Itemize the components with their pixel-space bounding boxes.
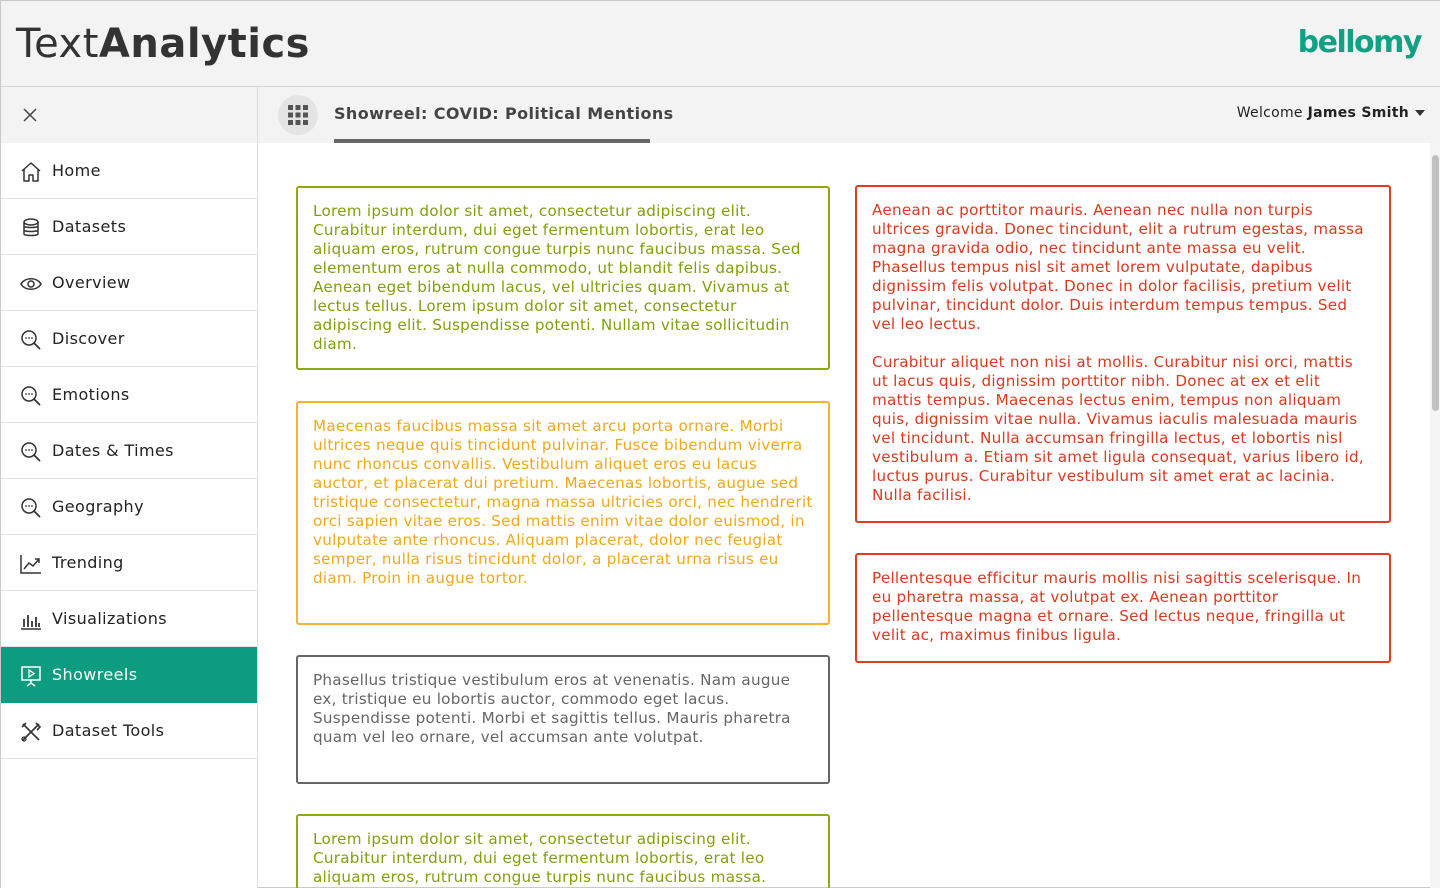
quote-text: Pellentesque efficitur mauris mollis nisi sagittis scelerisque. In eu pharetra massa, at volutpat ex. Aenean porttitor pellentesque magna et ornare. Sed lectus neque, fringilla ut velit ac, maximus finibus ligula. xyxy=(872,569,1362,644)
sidebar-item-label: Showreels xyxy=(52,665,138,684)
sidebar-item-overview[interactable] xyxy=(1,255,257,311)
app-grid-button[interactable] xyxy=(278,95,318,135)
sidebar-item-dates-times[interactable] xyxy=(1,423,257,479)
tools-icon xyxy=(20,721,42,743)
trend-icon xyxy=(20,553,42,575)
quote-text: Maecenas faucibus massa sit amet arcu porta ornare. Morbi ultrices neque quis tincidunt pulvinar. Fusce bibendum viverra nunc rhoncus convallis. Vestibulum aliquet eros eu lacus auctor, et placerat dui pretium. Maecenas lobortis, augue sed tristique consectetur, magna massa ultricies orci, nec hendrerit orci sapien vitae eros. Sed mattis enim vitae dolor euismod, in vulputate ante rhoncus. Aliquam placerat, dolor nec feugiat semper, nulla risus tincidunt dolor, a placerat urna risus eu diam. Proin in augue tortor. xyxy=(313,417,813,587)
bar-chart-icon xyxy=(20,609,42,631)
sidebar-item-discover[interactable] xyxy=(1,311,257,367)
content-scrollbar[interactable] xyxy=(1430,143,1440,888)
showreel-toolbar xyxy=(258,87,1440,143)
search-chat-icon xyxy=(20,441,42,463)
search-chat-icon xyxy=(20,385,42,407)
quote-card[interactable] xyxy=(296,655,830,784)
sidebar-item-home[interactable] xyxy=(1,143,257,199)
database-icon xyxy=(20,217,42,239)
sidebar xyxy=(1,87,258,888)
sidebar-item-label: Datasets xyxy=(52,217,127,236)
search-chat-icon xyxy=(20,329,42,351)
grid-icon xyxy=(288,105,308,125)
sidebar-item-dataset-tools[interactable] xyxy=(1,703,257,759)
sidebar-item-datasets[interactable] xyxy=(1,199,257,255)
quote-card[interactable] xyxy=(855,185,1391,523)
app-title-bold: Analytics xyxy=(98,21,310,67)
sidebar-item-label: Overview xyxy=(52,273,131,292)
tab-showreel[interactable] xyxy=(334,87,674,143)
sidebar-item-geography[interactable] xyxy=(1,479,257,535)
quote-card[interactable] xyxy=(296,814,830,888)
tab-label: Showreel: COVID: Political Mentions xyxy=(334,104,674,123)
sidebar-nav xyxy=(1,143,257,759)
bellomy-logo: bellomy xyxy=(1297,25,1421,60)
sidebar-item-visualizations[interactable] xyxy=(1,591,257,647)
quote-card[interactable] xyxy=(296,186,830,370)
quote-card[interactable] xyxy=(296,401,830,625)
sidebar-item-label: Emotions xyxy=(52,385,130,404)
sidebar-item-label: Home xyxy=(52,161,101,180)
presentation-icon xyxy=(20,665,42,687)
user-name: James Smith xyxy=(1307,105,1409,121)
sidebar-item-label: Geography xyxy=(52,497,144,516)
quote-card[interactable] xyxy=(855,553,1391,663)
caret-down-icon xyxy=(1415,110,1425,116)
quote-text: Curabitur aliquet non nisi at mollis. Curabitur nisi orci, mattis ut lacus quis, dignissim porttitor nibh. Donec at ex et elit mattis tempus. Maecenas lectus enim, tempus non aliquam quis, dignissim vitae nulla. Vivamus iaculis malesuada mauris vel tincidunt. Nulla accumsan fringilla lectus, et lobortis nisl vestibulum a. Etiam sit amet ligula consequat, varius libero id, luctus purus. Curabitur vestibulum sit amet erat ac lacinia. Nulla facilisi. xyxy=(872,353,1364,504)
quote-text: Phasellus tristique vestibulum eros at venenatis. Nam augue ex, tristique eu lobortis auctor, commodo eget lacus. Suspendisse potenti. Morbi et sagittis tellus. Mauris pharetra quam vel leo ornare, vel accumsan ante volutpat. xyxy=(313,671,791,746)
welcome-text: Welcome xyxy=(1236,105,1303,121)
quote-text: Aenean ac porttitor mauris. Aenean nec nulla non turpis ultrices gravida. Donec tincidunt, elit a rutrum egestas, massa magna gravida odio, nec tincidunt ante massa eu velit. Phasellus tempus nisl sit amet lorem vulputate, dapibus dignissim felis volutpat. Donec in dolor facilisis, pretium velit pulvinar, tincidunt dolor. Duis interdum tempus tempus. Sed vel leo lectus. xyxy=(872,201,1364,333)
sidebar-item-emotions[interactable] xyxy=(1,367,257,423)
sidebar-close-bar xyxy=(1,87,257,143)
quote-text: Lorem ipsum dolor sit amet, consectetur adipiscing elit. Curabitur interdum, dui eget fermentum lobortis, erat leo aliquam eros, rutrum congue turpis nunc faucibus massa. xyxy=(313,830,767,886)
search-chat-icon xyxy=(20,497,42,519)
close-icon[interactable] xyxy=(20,105,40,125)
quote-text: Lorem ipsum dolor sit amet, consectetur adipiscing elit. Curabitur interdum, dui eget fermentum lobortis, erat leo aliquam eros, rutrum congue turpis nunc faucibus massa. Sed elementum eros at nulla commodo, ut blandit felis dapibus. Aenean eget bibendum lacus, vel ultricies quam. Vivamus at lectus tellus. Lorem ipsum dolor sit amet, consectetur adipiscing elit. Suspendisse potenti. Nullam vitae sollicitudin diam. xyxy=(313,202,801,353)
scrollbar-thumb[interactable] xyxy=(1432,155,1439,411)
app-title-light: Text xyxy=(16,21,99,67)
app-header xyxy=(1,1,1440,87)
home-icon xyxy=(20,161,42,183)
app-title xyxy=(16,19,310,69)
sidebar-item-label: Visualizations xyxy=(52,609,167,628)
sidebar-item-trending[interactable] xyxy=(1,535,257,591)
showreel-content xyxy=(258,143,1430,888)
user-menu[interactable] xyxy=(1237,105,1425,121)
eye-icon xyxy=(20,273,42,295)
sidebar-item-label: Dataset Tools xyxy=(52,721,165,740)
sidebar-item-showreels[interactable] xyxy=(1,647,257,703)
sidebar-item-label: Discover xyxy=(52,329,125,348)
sidebar-item-label: Trending xyxy=(52,553,124,572)
sidebar-item-label: Dates & Times xyxy=(52,441,174,460)
